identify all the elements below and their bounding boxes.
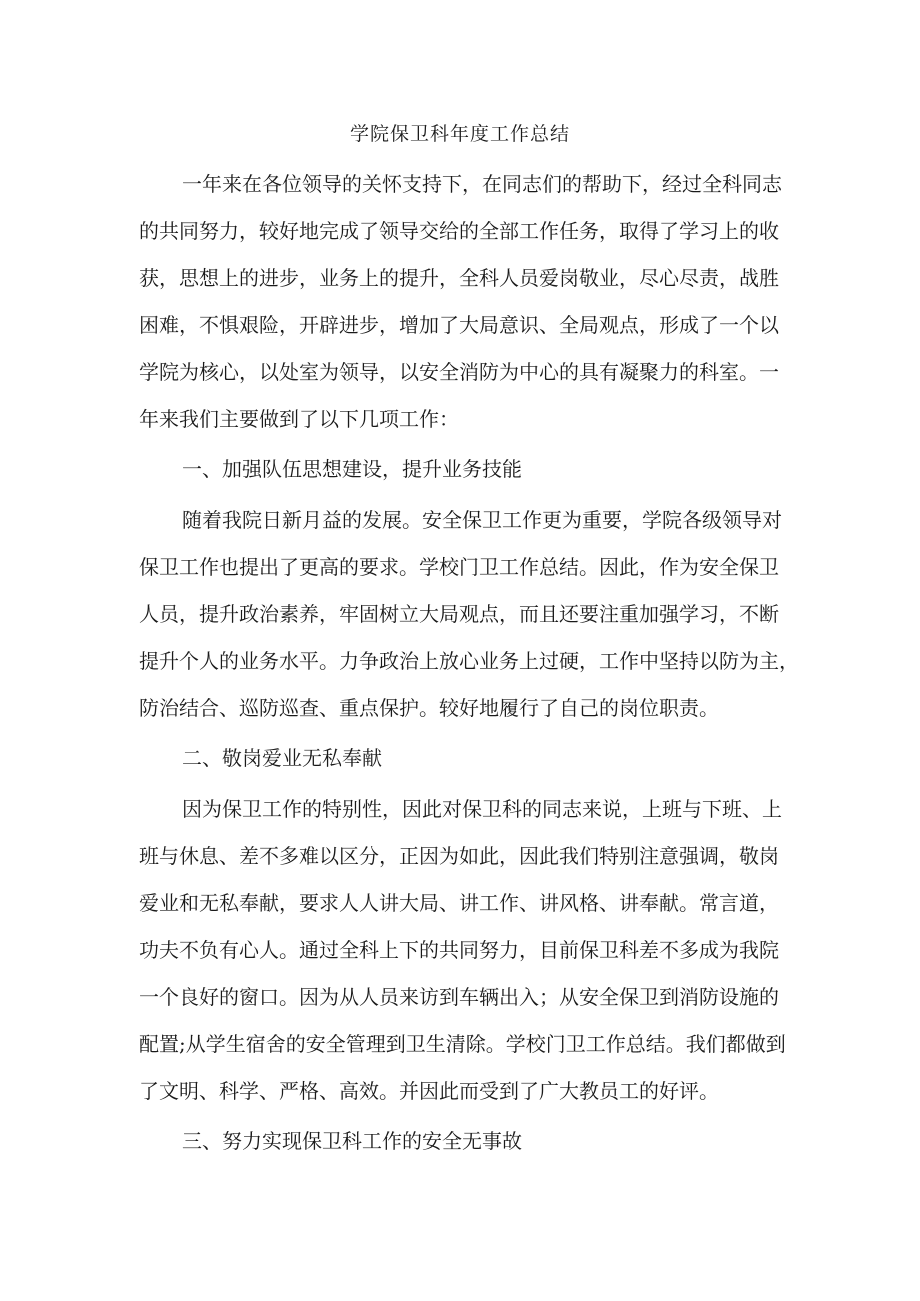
paragraph-1-line-3: 获，思想上的进步，业务上的提升，全科人员爱岗敬业，尽心尽责，战胜 <box>139 266 779 290</box>
paragraph-3-line-7: 了文明、科学、严格、高效。并因此而受到了广大教员工的好评。 <box>139 1079 719 1103</box>
paragraph-1-line-6: 年来我们主要做到了以下几项工作： <box>139 407 459 431</box>
paragraph-2-line-2: 保卫工作也提出了更高的要求。学校门卫工作总结。因此，作为安全保卫 <box>139 555 779 579</box>
document-title: 学院保卫科年度工作总结 <box>349 123 570 145</box>
paragraph-3-line-2: 班与休息、差不多难以区分，正因为如此，因此我们特别注意强调，敬岗 <box>139 844 779 868</box>
paragraph-1-line-1: 一年来在各位领导的关怀支持下，在同志们的帮助下，经过全科同志 <box>182 172 782 196</box>
paragraph-2-line-5: 防治结合、巡防巡查、重点保护。较好地履行了自己的岗位职责。 <box>139 696 719 720</box>
paragraph-3-line-3: 爱业和无私奉献，要求人人讲大局、讲工作、讲风格、讲奉献。常言道， <box>139 891 779 915</box>
paragraph-1-line-4: 困难，不惧艰险，开辟进步，增加了大局意识、全局观点，形成了一个以 <box>139 313 779 337</box>
paragraph-2-line-3: 人员，提升政治素养，牢固树立大局观点，而且还要注重加强学习，不断 <box>139 602 779 626</box>
paragraph-2-line-1: 随着我院日新月益的发展。安全保卫工作更为重要，学院各级领导对 <box>182 508 782 532</box>
paragraph-3-line-5: 一个良好的窗口。因为从人员来访到车辆出入；从安全保卫到消防设施的 <box>139 985 779 1009</box>
paragraph-3-line-6: 配置;从学生宿舍的安全管理到卫生清除。学校门卫工作总结。我们都做到 <box>139 1032 786 1056</box>
section-heading-2: 二、敬岗爱业无私奉献 <box>182 746 382 770</box>
paragraph-3-line-1: 因为保卫工作的特别性，因此对保卫科的同志来说，上班与下班、上 <box>182 797 782 821</box>
paragraph-2-line-4: 提升个人的业务水平。力争政治上放心业务上过硬，工作中坚持以防为主， <box>139 649 799 673</box>
paragraph-1-line-5: 学院为核心，以处室为领导，以安全消防为中心的具有凝聚力的科室。一 <box>139 360 779 384</box>
paragraph-1-line-2: 的共同努力，较好地完成了领导交给的全部工作任务，取得了学习上的收 <box>139 219 779 243</box>
section-heading-3: 三、努力实现保卫科工作的安全无事故 <box>182 1129 522 1153</box>
section-heading-1: 一、加强队伍思想建设，提升业务技能 <box>182 457 522 481</box>
paragraph-3-line-4: 功夫不负有心人。通过全科上下的共同努力，目前保卫科差不多成为我院 <box>139 938 779 962</box>
